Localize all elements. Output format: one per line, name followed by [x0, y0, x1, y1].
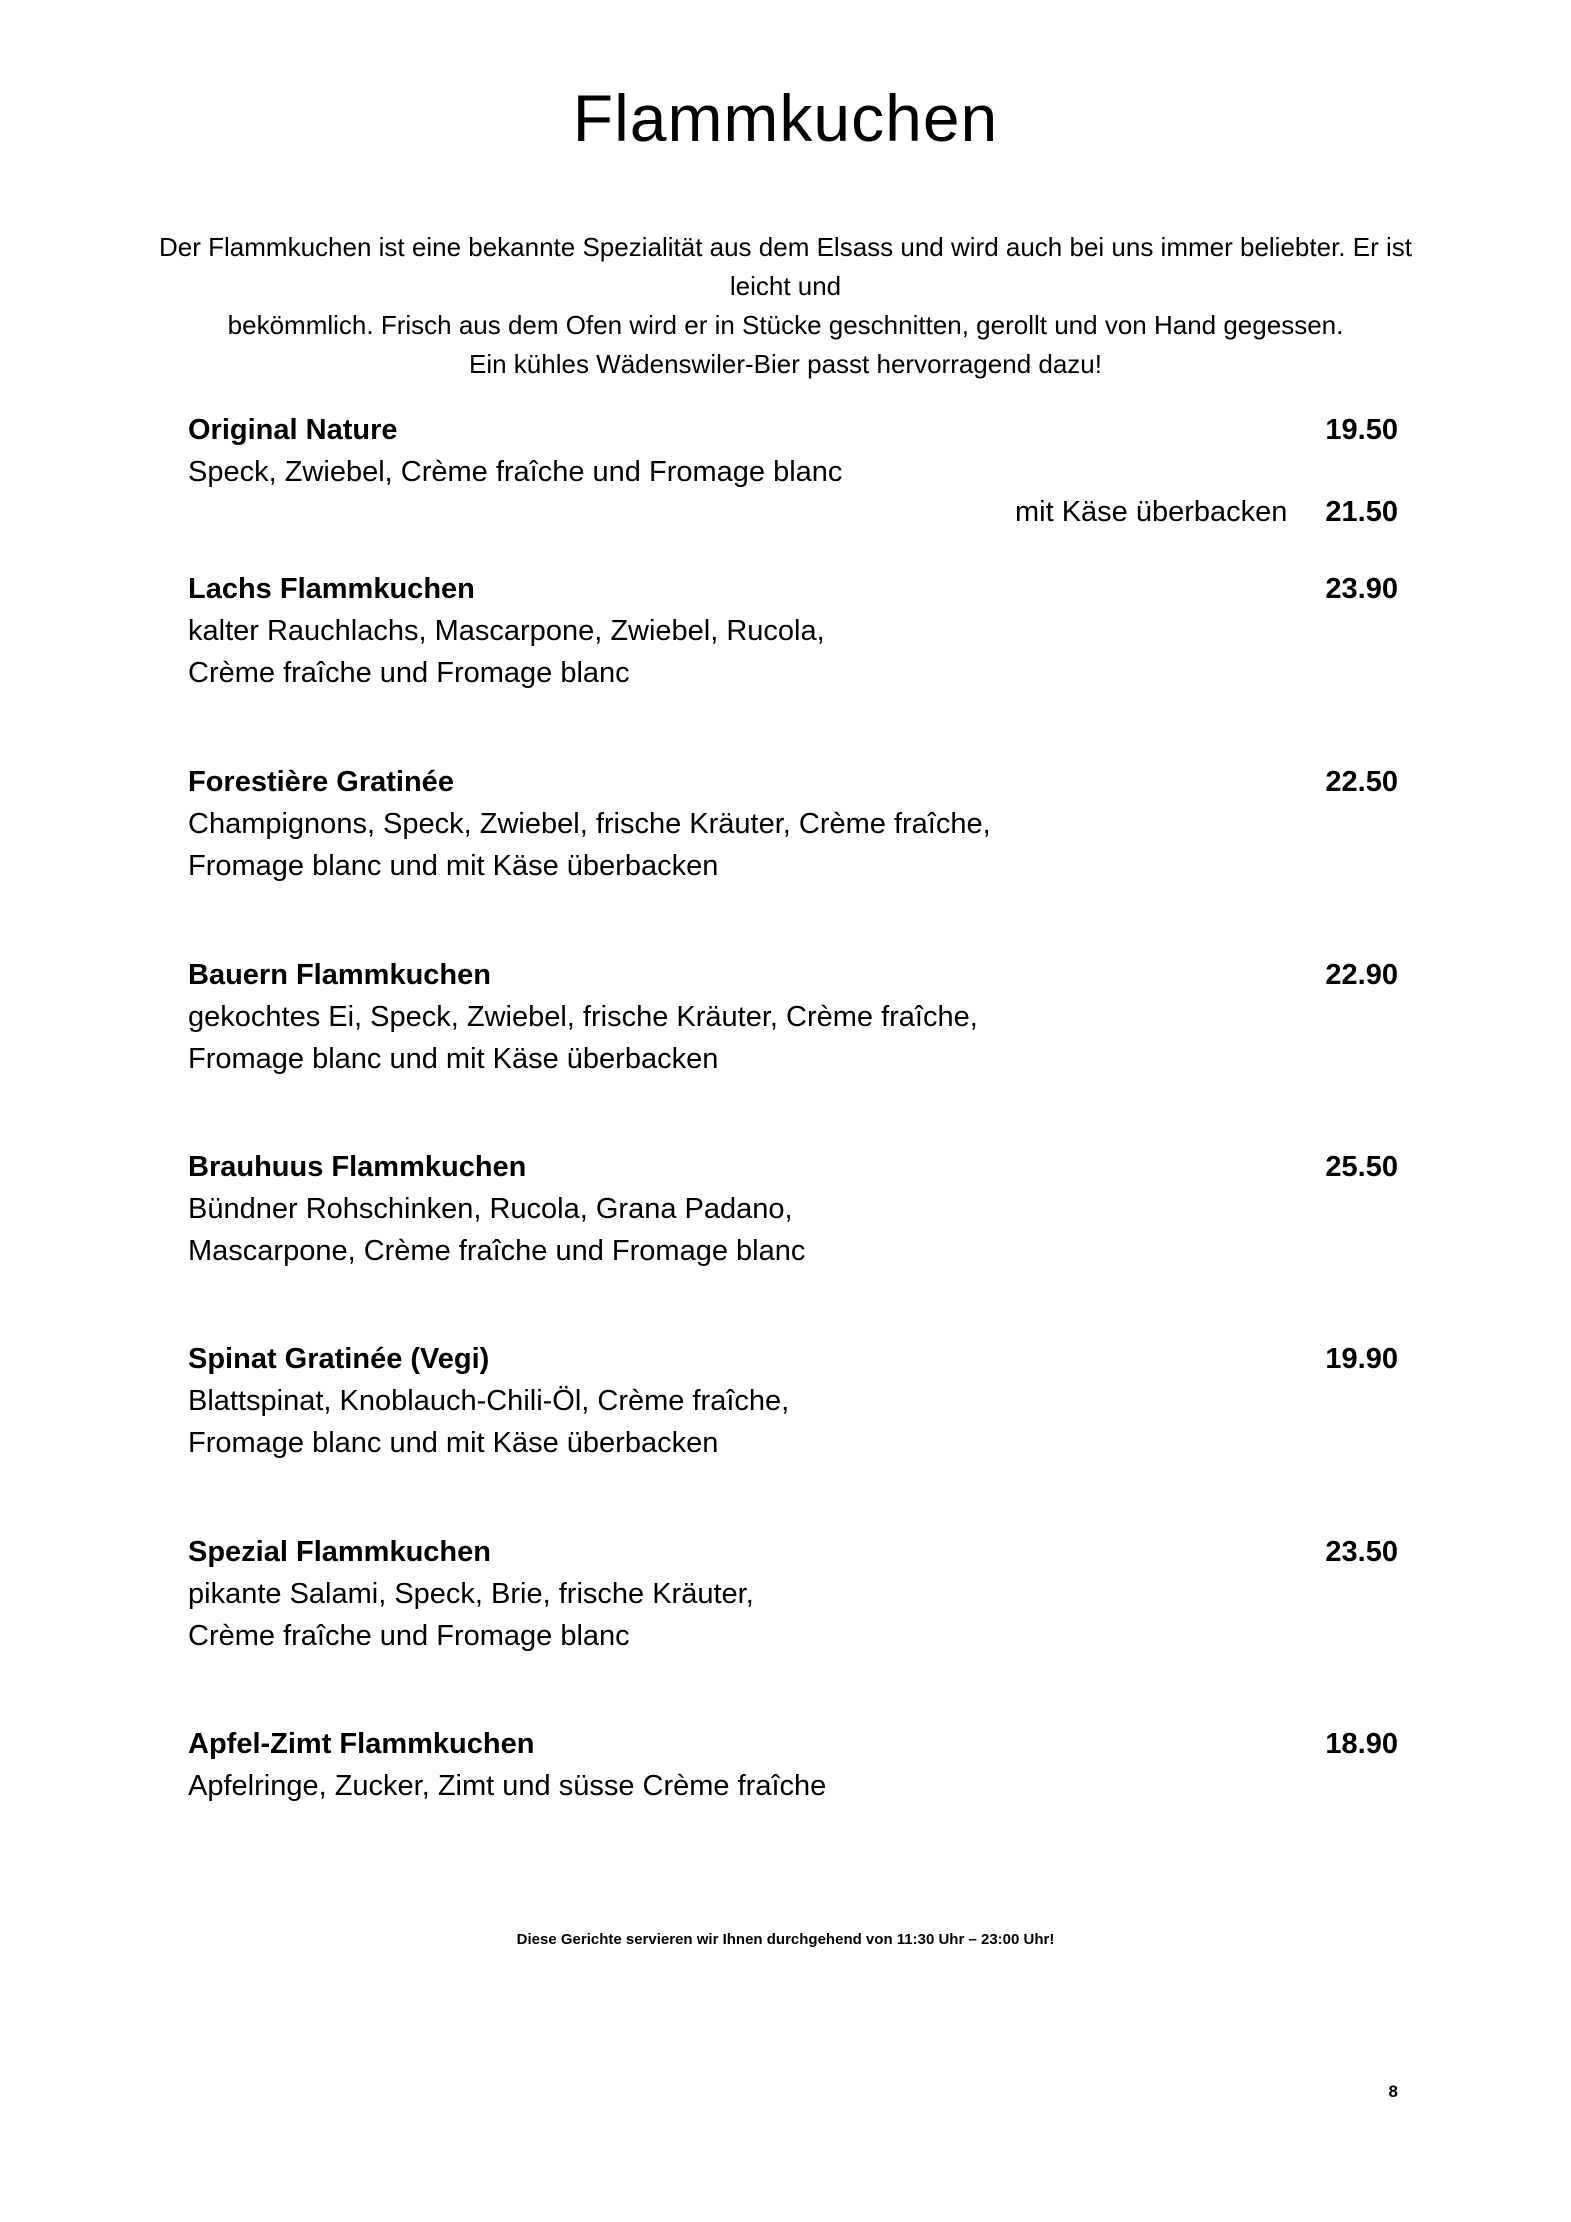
dish-description [188, 996, 978, 1080]
dish-name: Spinat Gratinée (Vegi) [188, 1343, 490, 1375]
dish-variant [1015, 493, 1398, 531]
dish-description-line: pikante Salami, Speck, Brie, frische Kräuter, [188, 1578, 754, 1610]
dish-description-line: Mascarpone, Crème fraîche und Fromage blanc [188, 1235, 806, 1267]
intro-line: bekömmlich. Frisch aus dem Ofen wird er in Stücke geschnitten, gerollt und von Hand gegessen. [227, 310, 1344, 340]
dish-description-line: Crème fraîche und Fromage blanc [188, 1620, 630, 1652]
dish-price: 18.90 [1325, 1728, 1398, 1760]
dish-description [188, 1380, 789, 1464]
dish-name: Apfel-Zimt Flammkuchen [188, 1728, 535, 1760]
dish-description-line: Crème fraîche und Fromage blanc [188, 657, 630, 689]
dish-description-line: Speck, Zwiebel, Crème fraîche und Fromage blanc [188, 456, 843, 488]
dish-description-line: Fromage blanc und mit Käse überbacken [188, 850, 719, 882]
variant-price: 21.50 [1325, 496, 1398, 528]
dish-price: 19.50 [1325, 414, 1398, 446]
page-title: Flammkuchen [572, 81, 999, 155]
variant-label: mit Käse überbacken [1014, 496, 1288, 528]
dish-price: 19.90 [1325, 1343, 1398, 1375]
dish-price: 22.50 [1325, 766, 1398, 798]
dish-description-line: gekochtes Ei, Speck, Zwiebel, frische Kräuter, Crème fraîche, [188, 1001, 978, 1033]
dish-name: Bauern Flammkuchen [188, 959, 491, 991]
serving-hours-note: Diese Gerichte servieren wir Ihnen durchgehend von 11:30 Uhr – 23:00 Uhr! [516, 1931, 1055, 1948]
page-number: 8 [1388, 2082, 1398, 2101]
dish-name: Original Nature [188, 414, 398, 446]
dish-description [188, 610, 825, 694]
dish-name: Lachs Flammkuchen [188, 573, 475, 605]
intro-line: Der Flammkuchen ist eine bekannte Spezialität aus dem Elsass und wird auch bei uns immer beliebter. Er ist leicht und [159, 232, 1412, 301]
dish-description [188, 451, 842, 493]
dish-description [188, 1765, 826, 1807]
intro-text [150, 228, 1421, 384]
dish-description [188, 1188, 805, 1272]
dish-price: 23.90 [1325, 573, 1398, 605]
dish-price: 23.50 [1325, 1536, 1398, 1568]
dish-price: 22.90 [1325, 959, 1398, 991]
dish-name: Spezial Flammkuchen [188, 1536, 491, 1568]
dish-description [188, 803, 991, 887]
dish-description-line: kalter Rauchlachs, Mascarpone, Zwiebel, Rucola, [188, 615, 825, 647]
dish-name: Brauhuus Flammkuchen [188, 1151, 527, 1183]
dish-description-line: Apfelringe, Zucker, Zimt und süsse Crème fraîche [188, 1770, 827, 1802]
dish-description-line: Bündner Rohschinken, Rucola, Grana Padano, [188, 1193, 793, 1225]
dish-description-line: Blattspinat, Knoblauch-Chili-Öl, Crème fraîche, [188, 1385, 790, 1417]
dish-name: Forestière Gratinée [188, 766, 454, 798]
dish-description [188, 1573, 754, 1657]
dish-description-line: Fromage blanc und mit Käse überbacken [188, 1427, 719, 1459]
intro-line: Ein kühles Wädenswiler-Bier passt hervorragend dazu! [469, 349, 1102, 379]
dish-description-line: Fromage blanc und mit Käse überbacken [188, 1043, 719, 1075]
dish-price: 25.50 [1325, 1151, 1398, 1183]
dish-description-line: Champignons, Speck, Zwiebel, frische Kräuter, Crème fraîche, [188, 808, 991, 840]
